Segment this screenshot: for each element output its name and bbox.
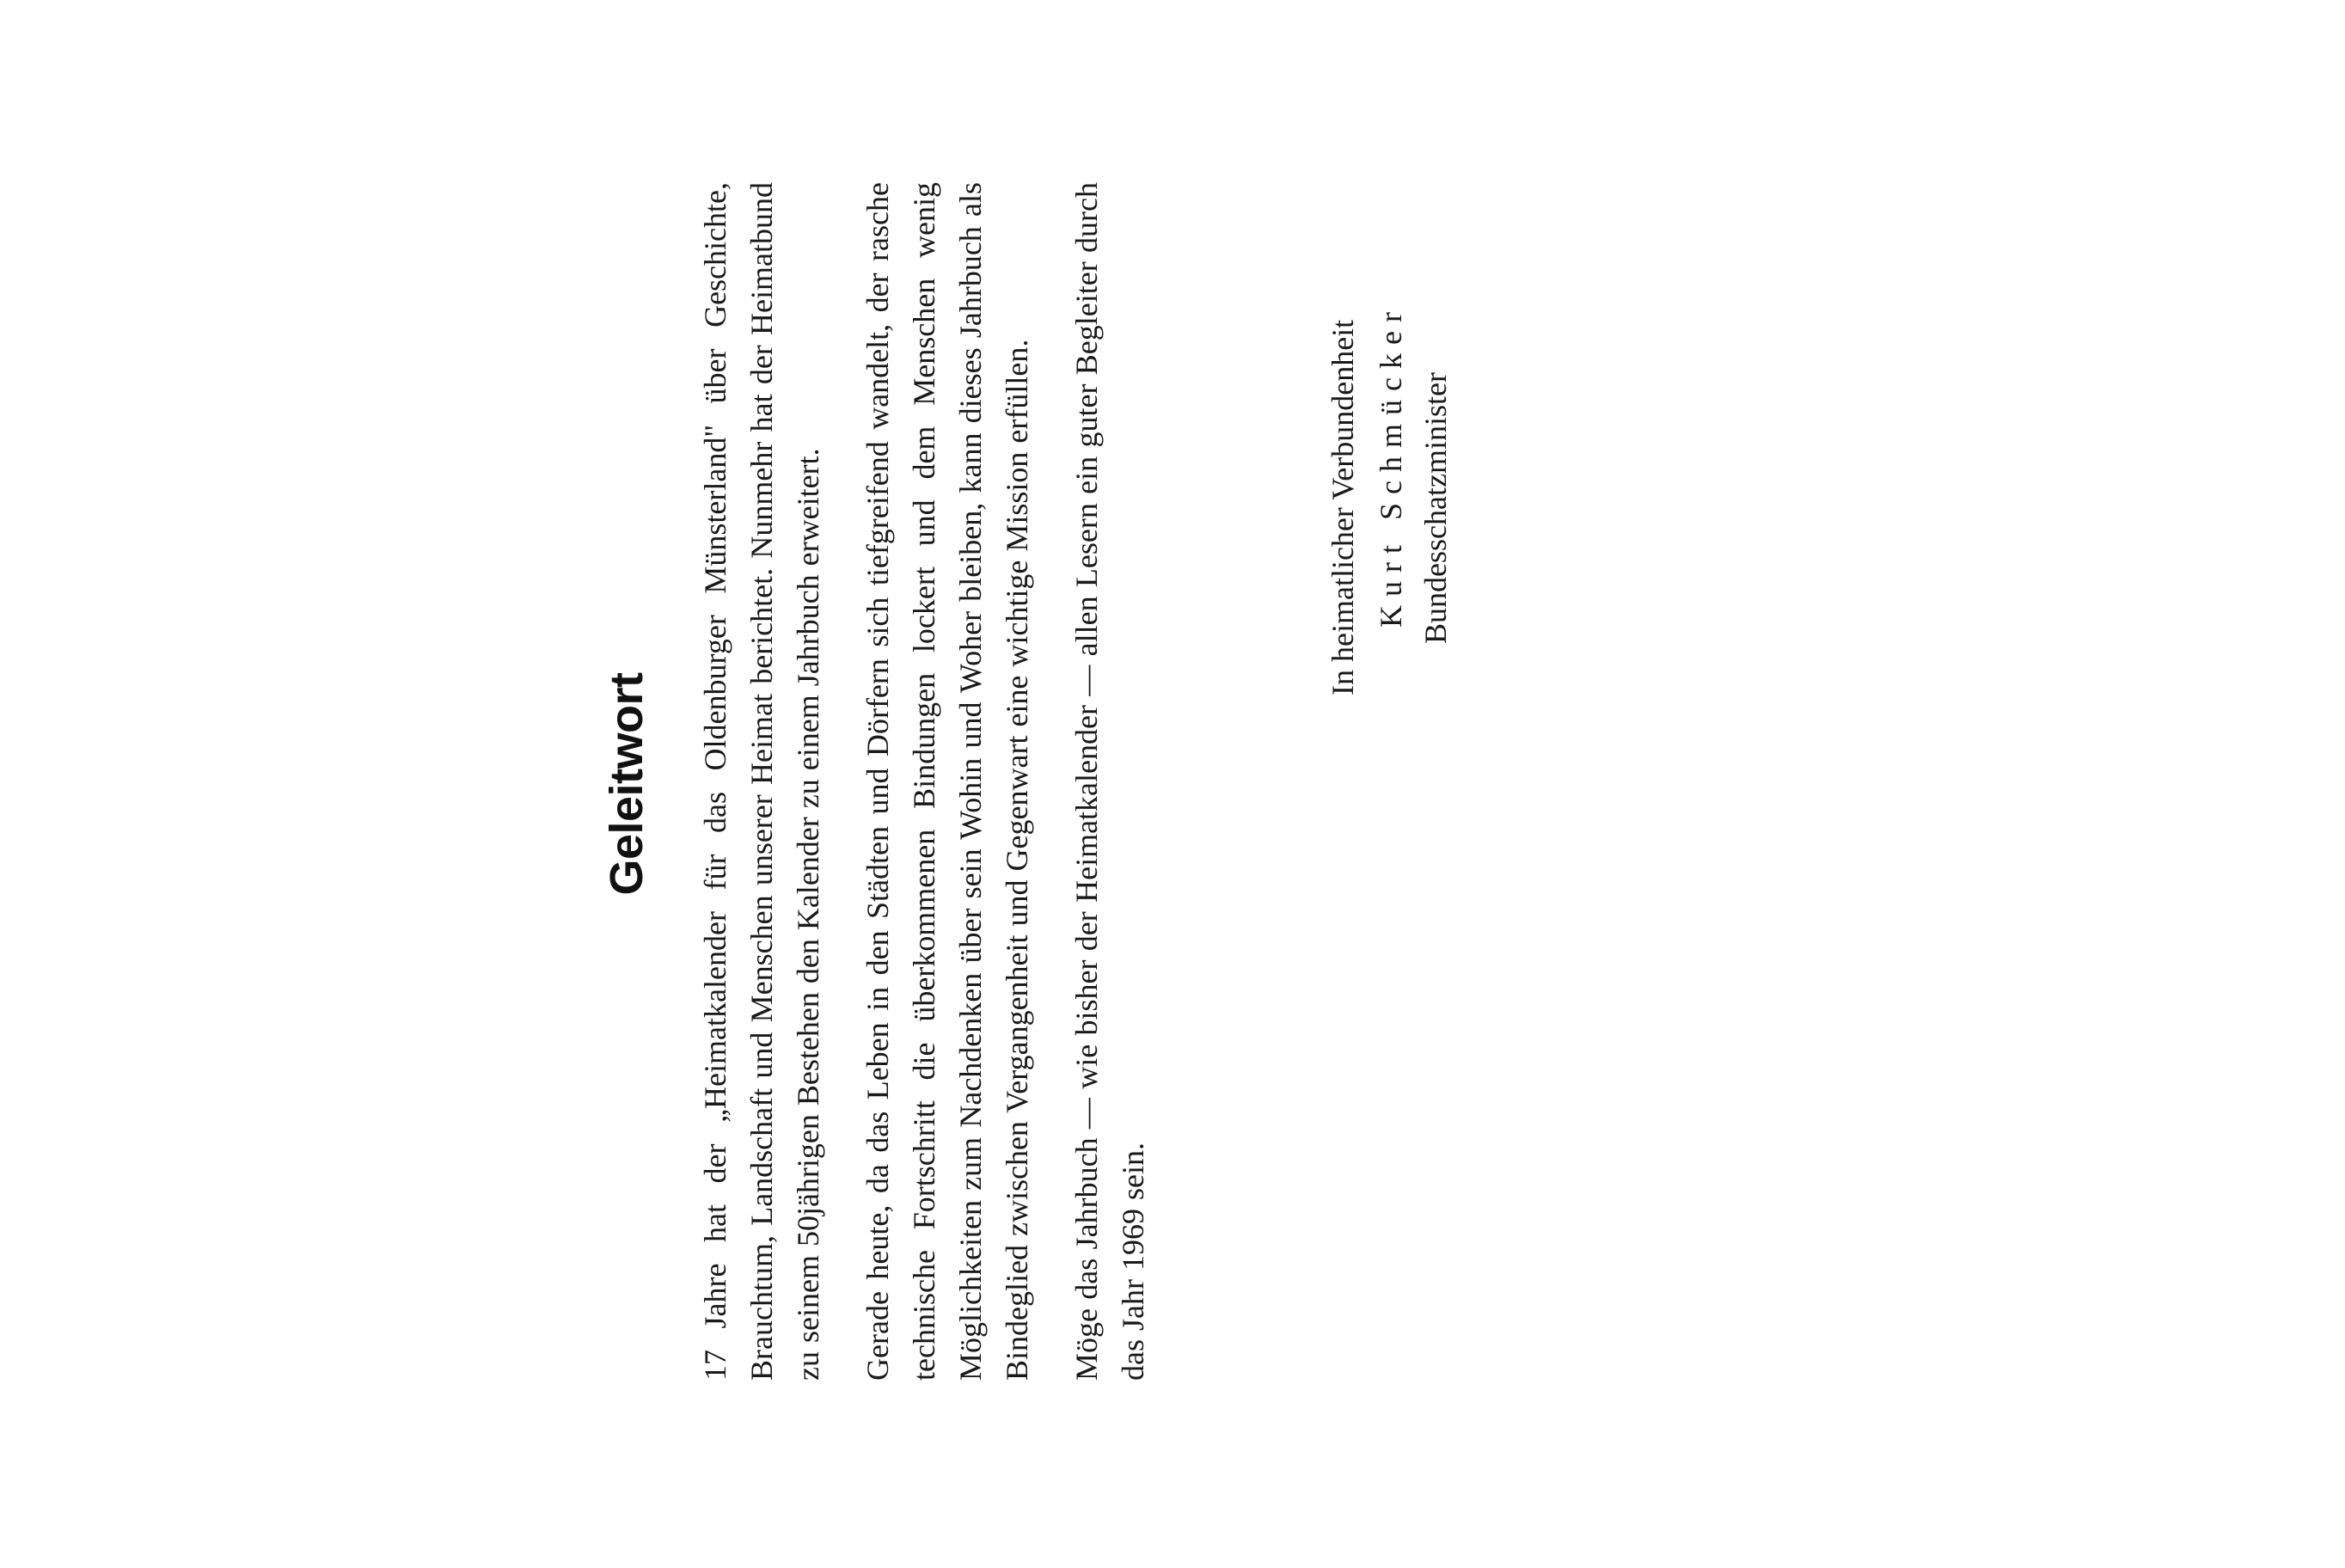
signatory-role: Bundesschatzminister: [1418, 372, 1453, 644]
paragraph-3: Möge das Jahrbuch — wie bisher der Heimatkalender — allen Lesern ein guter Begleiter durch das Jahr 1969 sein.: [1069, 182, 1150, 1381]
signature-block: [1320, 303, 1458, 695]
signatory-name: Kurt Schmücker: [1374, 303, 1408, 628]
closing-salutation: In heimatlicher Verbundenheit: [1326, 319, 1360, 695]
paragraph-1: 17 Jahre hat der „Heimatkalender für das Oldenburger Münsterland" über Geschichte, Brauchtum, Landschaft und Menschen unserer Heimat berichtet. Nunmehr hat der Heimatbund zu seinem 50jährigen Bestehen den Kalender zu einem Jahrbuch erweitert.: [698, 182, 825, 1381]
page-title: Geleitwort: [601, 672, 652, 896]
paragraph-2: Gerade heute, da das Leben in den Städten und Dörfern sich tiefgreifend wandelt, der rasche technische Fortschritt die überkommenen Bindungen lockert und dem Menschen wenig Möglichkeiten zum Nachdenken über sein Wohin und Woher bleiben, kann dieses Jahrbuch als Bindeglied zwischen Vergangenheit und Gegenwart eine wichtige Mission erfüllen.: [860, 182, 1034, 1381]
body-text: [692, 182, 1179, 1381]
